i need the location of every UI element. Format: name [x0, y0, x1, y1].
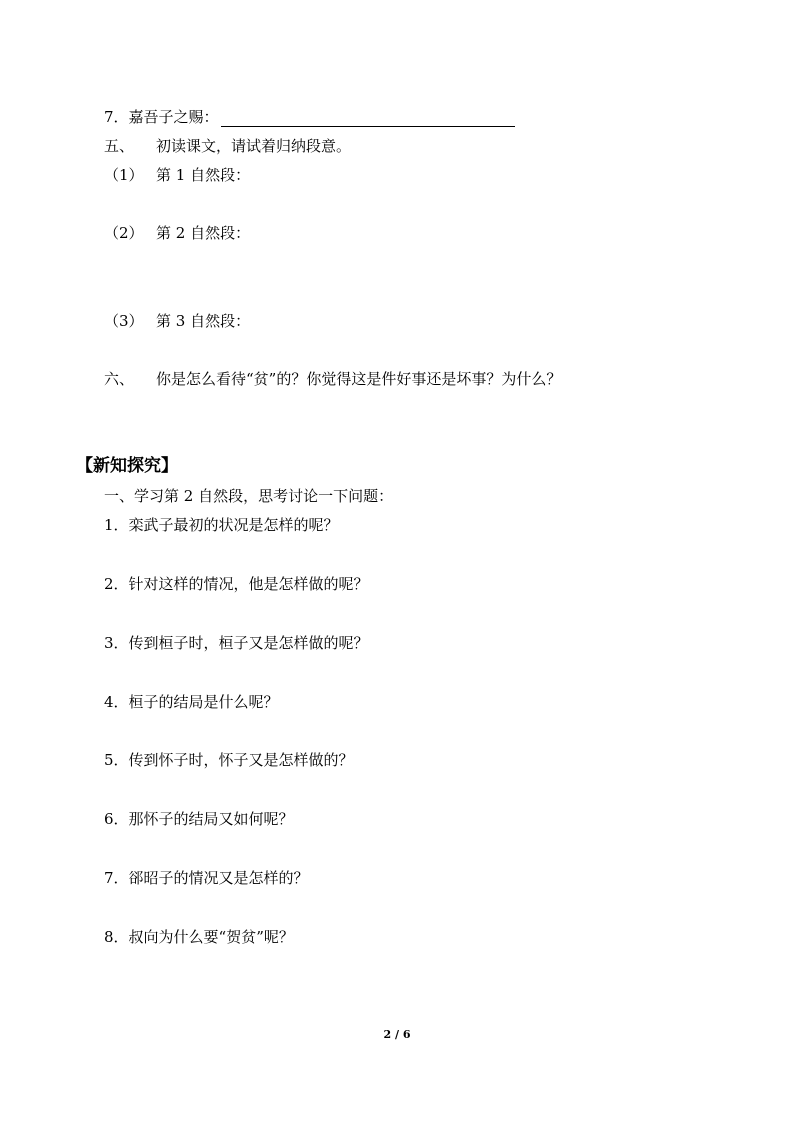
- answer-blank[interactable]: [221, 110, 515, 127]
- item-number: 7．: [104, 869, 129, 887]
- paragraph-1-summary: [104, 165, 250, 185]
- sub-text: 第 1 自然段：: [156, 166, 251, 184]
- list-item: [104, 515, 339, 535]
- question-6: [104, 369, 561, 389]
- item-text: 传到怀子时，怀子又是怎样做的？: [128, 751, 354, 769]
- study-intro: 一、学习第 2 自然段，思考讨论一下问题：: [104, 487, 394, 505]
- question-text: 初读课文，请试着归纳段意。: [156, 137, 352, 155]
- item-text: 传到桓子时，桓子又是怎样做的呢？: [128, 634, 369, 652]
- sub-number: （1）: [104, 166, 144, 184]
- sub-text: 第 2 自然段：: [156, 224, 251, 242]
- list-item: [104, 633, 369, 653]
- question-5: [104, 136, 351, 156]
- item-number: 7．: [104, 108, 129, 126]
- section-title: 【新知探究】: [76, 456, 178, 476]
- sub-number: （3）: [104, 312, 144, 330]
- item-text: 栾武子最初的状况是怎样的呢？: [128, 516, 339, 534]
- list-item: [104, 692, 279, 712]
- list-item: [104, 927, 294, 947]
- item-text: 那怀子的结局又如何呢？: [128, 810, 294, 828]
- list-item: [104, 574, 369, 594]
- item-7: [104, 107, 515, 127]
- item-text: 郤昭子的情况又是怎样的？: [128, 869, 309, 887]
- list-item: [104, 868, 309, 888]
- paragraph-2-summary: [104, 223, 250, 243]
- paragraph-3-summary: [104, 311, 250, 331]
- item-number: 3．: [104, 634, 129, 652]
- item-text: 嘉吾子之赐：: [128, 108, 219, 126]
- item-number: 6．: [104, 810, 129, 828]
- item-number: 1．: [104, 516, 129, 534]
- item-number: 5．: [104, 751, 129, 769]
- list-item: [104, 809, 294, 829]
- item-number: 4．: [104, 693, 129, 711]
- item-number: 8．: [104, 928, 129, 946]
- item-text: 针对这样的情况，他是怎样做的呢？: [128, 575, 369, 593]
- question-number: 六、: [104, 370, 135, 388]
- item-text: 叔向为什么要“贺贫”呢？: [128, 928, 294, 946]
- sub-text: 第 3 自然段：: [156, 312, 251, 330]
- item-text: 桓子的结局是什么呢？: [128, 693, 279, 711]
- question-text: 你是怎么看待“贫”的？你觉得这是件好事还是坏事？为什么？: [156, 370, 562, 388]
- question-number: 五、: [104, 137, 135, 155]
- list-item: [104, 750, 354, 770]
- sub-number: （2）: [104, 224, 144, 242]
- item-number: 2．: [104, 575, 129, 593]
- page-number: 2 / 6: [383, 1028, 411, 1041]
